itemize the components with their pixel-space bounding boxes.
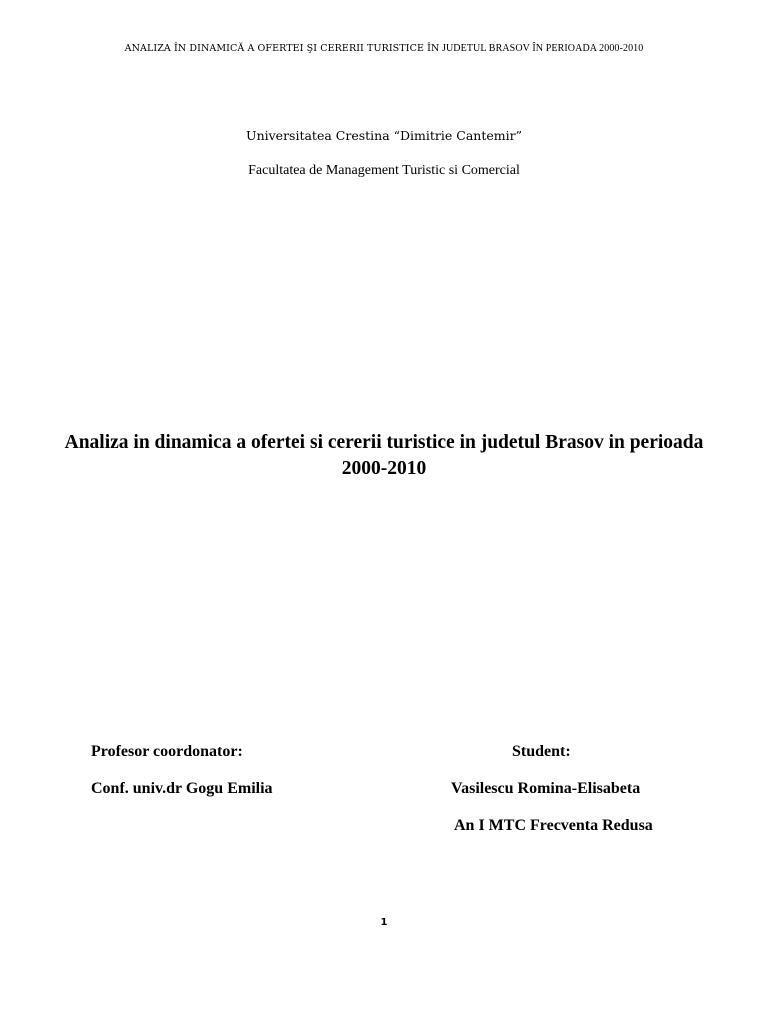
faculty-name: Facultatea de Management Turistic si Comercial — [248, 163, 520, 178]
running-header-part1: ANALIZA ÎN DINAMICĂ A OFERTEI ŞI CERERII TURISTICE ÎN — [124, 43, 440, 54]
running-header — [0, 43, 768, 54]
page-number: 1 — [380, 917, 388, 928]
running-header-part2: JUDETUL BRASOV ÎN PERIOADA 2000-2010 — [441, 43, 644, 54]
coordinator-label: Profesor coordonator: — [91, 743, 243, 760]
coordinator-name: Conf. univ.dr Gogu Emilia — [91, 780, 273, 797]
university-name: Universitatea Crestina “Dimitrie Cantemir” — [246, 128, 522, 143]
thesis-title: Analiza in dinamica a ofertei si cererii turistice in judetul Brasov in perioada 2000-2010 — [64, 432, 704, 479]
student-year: An I MTC Frecventa Redusa — [454, 817, 653, 834]
student-name: Vasilescu Romina-Elisabeta — [451, 780, 641, 797]
student-label: Student: — [512, 743, 571, 760]
